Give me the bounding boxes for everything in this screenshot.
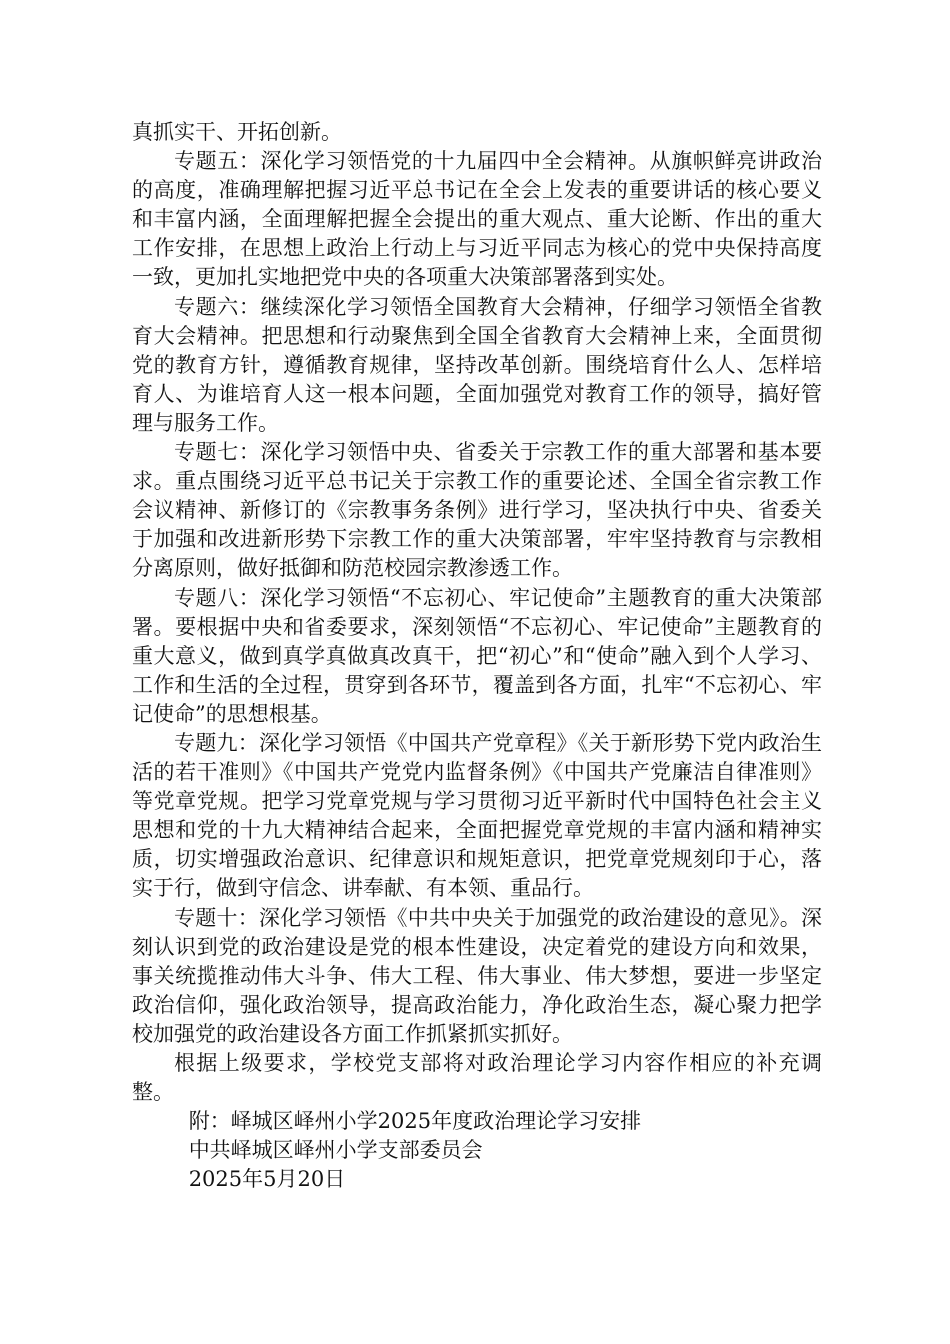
paragraph-continuation: 真抓实干、开拓创新。	[132, 120, 342, 144]
document-body	[132, 118, 822, 1194]
paragraph-closing: 根据上级要求，学校党支部将对政治理论学习内容作相应的补充调整。	[132, 1051, 822, 1105]
paragraph-topic-9: 专题九：深化学习领悟《中国共产党章程》《关于新形势下党内政治生活的若干准则》《中国共产党党内监督条例》《中国共产党廉洁自律准则》等党章党规。把学习党章党规与学习贯彻习近平新时代中国特色社会主义思想和党的十九大精神结合起来，全面把握党章党规的丰富内涵和精神实质，切实增强政治意识、纪律意识和规矩意识，把党章党规刻印于心，落实于行，做到守信念、讲奉献、有本领、重品行。	[132, 730, 822, 901]
issuer-line: 中共峄城区峄州小学支部委员会	[188, 1138, 483, 1163]
attachment-line: 附：峄城区峄州小学2025年度政治理论学习安排	[188, 1109, 642, 1134]
paragraph-topic-10: 专题十：深化学习领悟《中共中央关于加强党的政治建设的意见》。深刻认识到党的政治建设是党的根本性建设，决定着党的建设方向和效果，事关统揽推动伟大斗争、伟大工程、伟大事业、伟大梦想，要进一步坚定政治信仰，强化政治领导，提高政治能力，净化政治生态，凝心聚力把学校加强党的政治建设各方面工作抓紧抓实抓好。	[132, 905, 822, 1046]
date-line: 2025年5月20日	[188, 1167, 346, 1192]
paragraph-topic-8: 专题八：深化学习领悟“不忘初心、牢记使命”主题教育的重大决策部署。要根据中央和省委要求，深刻领悟“不忘初心、牢记使命”主题教育的重大意义，做到真学真做真改真干，把“初心”和“使命”融入到个人学习、工作和生活的全过程，贯穿到各环节，覆盖到各方面，扎牢“不忘初心、牢记使命”的思想根基。	[132, 585, 822, 726]
paragraph-topic-7: 专题七：深化学习领悟中央、省委关于宗教工作的重大部署和基本要求。重点围绕习近平总书记关于宗教工作的重要论述、全国全省宗教工作会议精神、新修订的《宗教事务条例》进行学习，坚决执行中央、省委关于加强和改进新形势下宗教工作的重大决策部署，牢牢坚持教育与宗教相分离原则，做好抵御和防范校园宗教渗透工作。	[132, 440, 822, 581]
paragraph-topic-6: 专题六：继续深化学习领悟全国教育大会精神，仔细学习领悟全省教育大会精神。把思想和行动聚焦到全国全省教育大会精神上来，全面贯彻党的教育方针，遵循教育规律，坚持改革创新。围绕培育什么人、怎样培育人、为谁培育人这一根本问题，全面加强党对教育工作的领导，搞好管理与服务工作。	[132, 294, 822, 435]
paragraph-topic-5: 专题五：深化学习领悟党的十九届四中全会精神。从旗帜鲜亮讲政治的高度，准确理解把握习近平总书记在全会上发表的重要讲话的核心要义和丰富内涵，全面理解把握全会提出的重大观点、重大论断、作出的重大工作安排，在思想上政治上行动上与习近平同志为核心的党中央保持高度一致，更加扎实地把党中央的各项重大决策部署落到实处。	[132, 149, 822, 290]
